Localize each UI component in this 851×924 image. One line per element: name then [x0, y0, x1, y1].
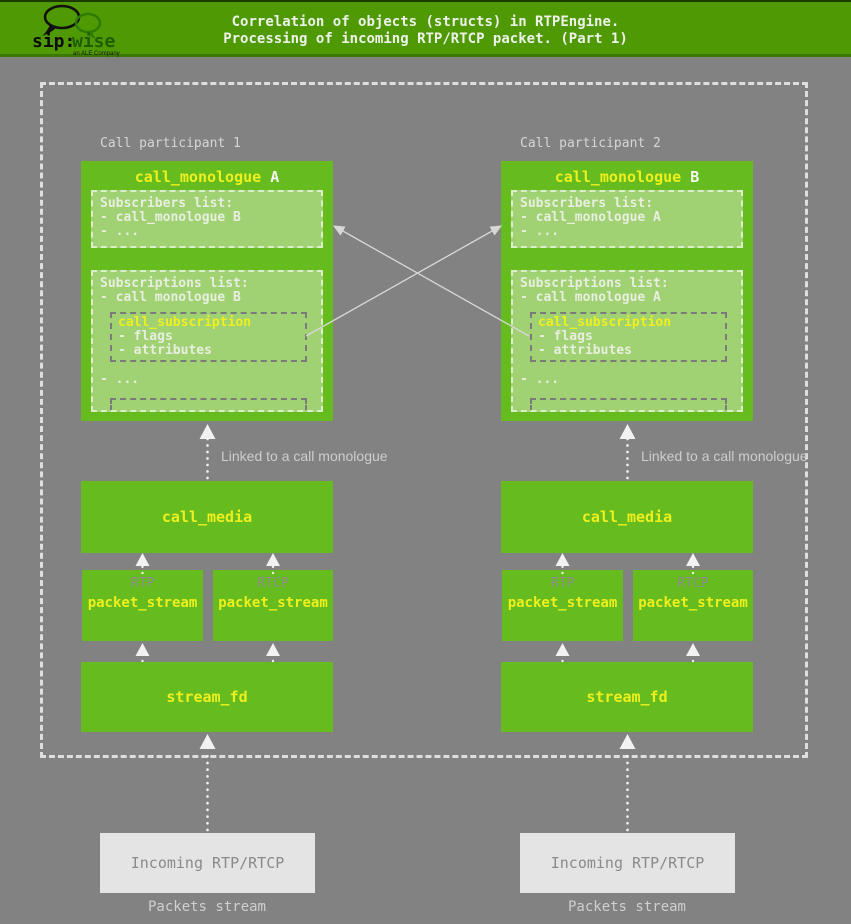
- subscribers-list-title: Subscribers list:: [100, 196, 234, 211]
- call-monologue-id: [261, 168, 270, 186]
- incoming-rtp-rtcp-box: [520, 833, 735, 893]
- call-media-box: [81, 481, 333, 553]
- stream-fd-box: [81, 662, 333, 732]
- call-subscription-field: - attributes: [538, 343, 632, 358]
- call-media-title: call_media: [161, 508, 253, 526]
- rtcp-proto-label: RTCP: [257, 576, 289, 591]
- subscribers-item: - call_monologue B: [100, 210, 241, 225]
- brand-wise-text: wise: [72, 31, 116, 52]
- linked-to-monologue-label: Linked to a call monologue: [221, 448, 388, 464]
- packet-stream-name: packet_stream: [218, 595, 328, 611]
- subscriptions-list-box: [511, 270, 743, 412]
- incoming-label: Incoming RTP/RTCP: [550, 854, 705, 872]
- subscribers-item: - ...: [100, 224, 140, 239]
- rtcp-packet-stream-box: [213, 570, 333, 641]
- stream-fd-title: stream_fd: [586, 688, 668, 706]
- call-subscription-name: call_subscription: [538, 315, 672, 330]
- linked-to-monologue-label: Linked to a call monologue: [641, 448, 808, 464]
- call-monologue-b-box: [501, 161, 753, 421]
- subscriptions-more: - ...: [520, 372, 560, 387]
- stream-fd-title: stream_fd: [166, 688, 248, 706]
- participant-2-label: Call participant 2: [520, 136, 661, 151]
- subscriptions-more: - ...: [100, 372, 140, 387]
- call-monologue-a-title: [81, 161, 333, 186]
- subscribers-item: - call_monologue A: [520, 210, 661, 225]
- packet-stream-name: packet_stream: [638, 595, 748, 611]
- rtp-packet-stream-box: [82, 570, 203, 641]
- call-monologue-b-title: [501, 161, 753, 186]
- call-monologue-id: [681, 168, 690, 186]
- subscribers-item: - ...: [520, 224, 560, 239]
- subscribers-list-title: Subscribers list:: [520, 196, 654, 211]
- rtcp-proto-label: RTCP: [677, 576, 709, 591]
- brand-sip-text: sip:: [32, 31, 76, 52]
- packets-stream-label: Packets stream: [567, 899, 686, 915]
- call-subscription-box: [110, 312, 307, 362]
- call-subscription-name: call_subscription: [118, 315, 252, 330]
- call-subscription-partial-box: [530, 398, 727, 412]
- subscriptions-list-box: [91, 270, 323, 412]
- subscriptions-item: - call monologue A: [520, 290, 661, 305]
- rtp-proto-label: RTP: [130, 576, 155, 591]
- call-subscription-field: - flags: [118, 329, 173, 344]
- call-monologue-a-box: [81, 161, 333, 421]
- subscriptions-item: - call monologue B: [100, 290, 241, 305]
- brand-tagline: an ALE Company: [73, 51, 120, 57]
- packets-stream-label: Packets stream: [147, 899, 266, 915]
- subscriptions-list-title: Subscriptions list:: [520, 276, 669, 291]
- subscribers-list-box: [511, 190, 743, 248]
- page-title-line1: Correlation of objects (structs) in RTPEngine.: [231, 13, 620, 30]
- call-monologue-name: call_monologue: [554, 168, 682, 186]
- call-subscription-box: [530, 312, 727, 362]
- rtp-proto-label: RTP: [550, 576, 575, 591]
- participant-1-column: [81, 0, 388, 924]
- call-subscription-partial-box: [110, 398, 307, 412]
- incoming-label: Incoming RTP/RTCP: [130, 854, 285, 872]
- call-subscription-field: - flags: [538, 329, 593, 344]
- page-title-line2: Processing of incoming RTP/RTCP packet. (Part 1): [223, 30, 628, 47]
- packet-stream-name: packet_stream: [87, 595, 198, 611]
- participant-2-column: [501, 0, 808, 924]
- rtcp-packet-stream-box: [633, 570, 753, 641]
- stream-fd-box: [501, 662, 753, 732]
- incoming-rtp-rtcp-box: [100, 833, 315, 893]
- call-subscription-field: - attributes: [118, 343, 212, 358]
- call-monologue-id-letter: A: [270, 168, 280, 186]
- subscriptions-list-title: Subscriptions list:: [100, 276, 249, 291]
- call-monologue-id-letter: B: [690, 168, 700, 186]
- call-media-title: call_media: [581, 508, 673, 526]
- packet-stream-name: packet_stream: [507, 595, 618, 611]
- rtp-packet-stream-box: [502, 570, 623, 641]
- call-monologue-name: call_monologue: [134, 168, 262, 186]
- subscribers-list-box: [91, 190, 323, 248]
- call-media-box: [501, 481, 753, 553]
- participant-1-label: Call participant 1: [100, 136, 241, 151]
